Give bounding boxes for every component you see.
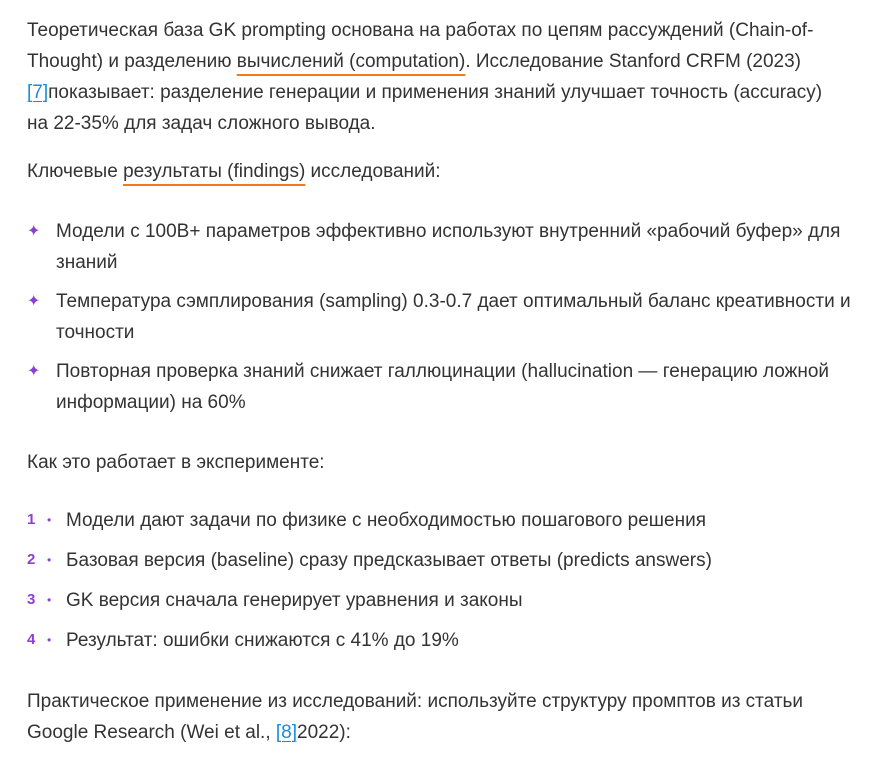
experiment-steps-list: [27, 505, 855, 656]
list-item: [27, 356, 855, 418]
step-number: 3: [27, 591, 36, 608]
list-item-text: Температура сэмплирования (sampling) 0.3-0.7 дает оптимальный баланс креативности и точности: [56, 291, 851, 343]
practical-text-start: Практическое применение из исследований: используйте структуру промптов из статьи Google Research (Wei et al.,: [27, 691, 804, 743]
step-dot: •: [47, 593, 52, 607]
step-number: 4: [27, 631, 36, 648]
findings-heading-paragraph: [27, 156, 847, 187]
intro-text-start: Теоретическая база GK prompting основана на работах по цепям рассуждений (Chain-of-Thought) и разделению: [27, 20, 814, 72]
step-dot: •: [47, 513, 52, 527]
findings-list: [27, 216, 855, 418]
step-text: Модели дают задачи по физике с необходимостью пошагового решения: [66, 510, 706, 531]
list-item: [27, 286, 855, 348]
list-item: [27, 625, 855, 656]
list-item-text: Повторная проверка знаний снижает галлюцинации (hallucination — генерацию ложной информации) на 60%: [56, 361, 830, 413]
step-dot: •: [47, 553, 52, 567]
list-item: [27, 505, 855, 536]
practical-paragraph: [27, 686, 855, 748]
reference-link-8[interactable]: [8]: [275, 722, 297, 743]
list-item: [27, 216, 855, 278]
step-number: 2: [27, 551, 36, 568]
practical-text-end: 2022):: [297, 722, 351, 743]
sparkle-icon: ✦: [27, 293, 41, 310]
intro-text-end: показывает: разделение генерации и применения знаний улучшает точность (accuracy) на 22-35% для задач сложного вывода.: [27, 82, 823, 134]
step-text: GK версия сначала генерирует уравнения и законы: [66, 590, 523, 611]
step-dot: •: [47, 633, 52, 647]
intro-text-middle: . Исследование Stanford CRFM (2023): [465, 51, 802, 72]
step-text: Результат: ошибки снижаются с 41% до 19%: [66, 630, 459, 651]
highlight-computation: вычислений (computation): [236, 51, 466, 72]
intro-paragraph: [27, 15, 847, 139]
step-number: 1: [27, 511, 36, 528]
list-item-text: Модели с 100B+ параметров эффективно используют внутренний «рабочий буфер» для знаний: [56, 221, 841, 273]
experiment-heading-paragraph: Как это работает в эксперименте:: [27, 452, 325, 473]
findings-text-start: Ключевые: [27, 161, 124, 182]
step-text: Базовая версия (baseline) сразу предсказывает ответы (predicts answers): [66, 550, 712, 571]
list-item: [27, 545, 855, 576]
list-item: [27, 585, 855, 616]
reference-link-7[interactable]: [7]: [27, 82, 49, 103]
sparkle-icon: ✦: [27, 223, 41, 240]
sparkle-icon: ✦: [27, 363, 41, 380]
highlight-findings: результаты (findings): [123, 161, 306, 182]
findings-text-end: исследований:: [305, 161, 441, 182]
